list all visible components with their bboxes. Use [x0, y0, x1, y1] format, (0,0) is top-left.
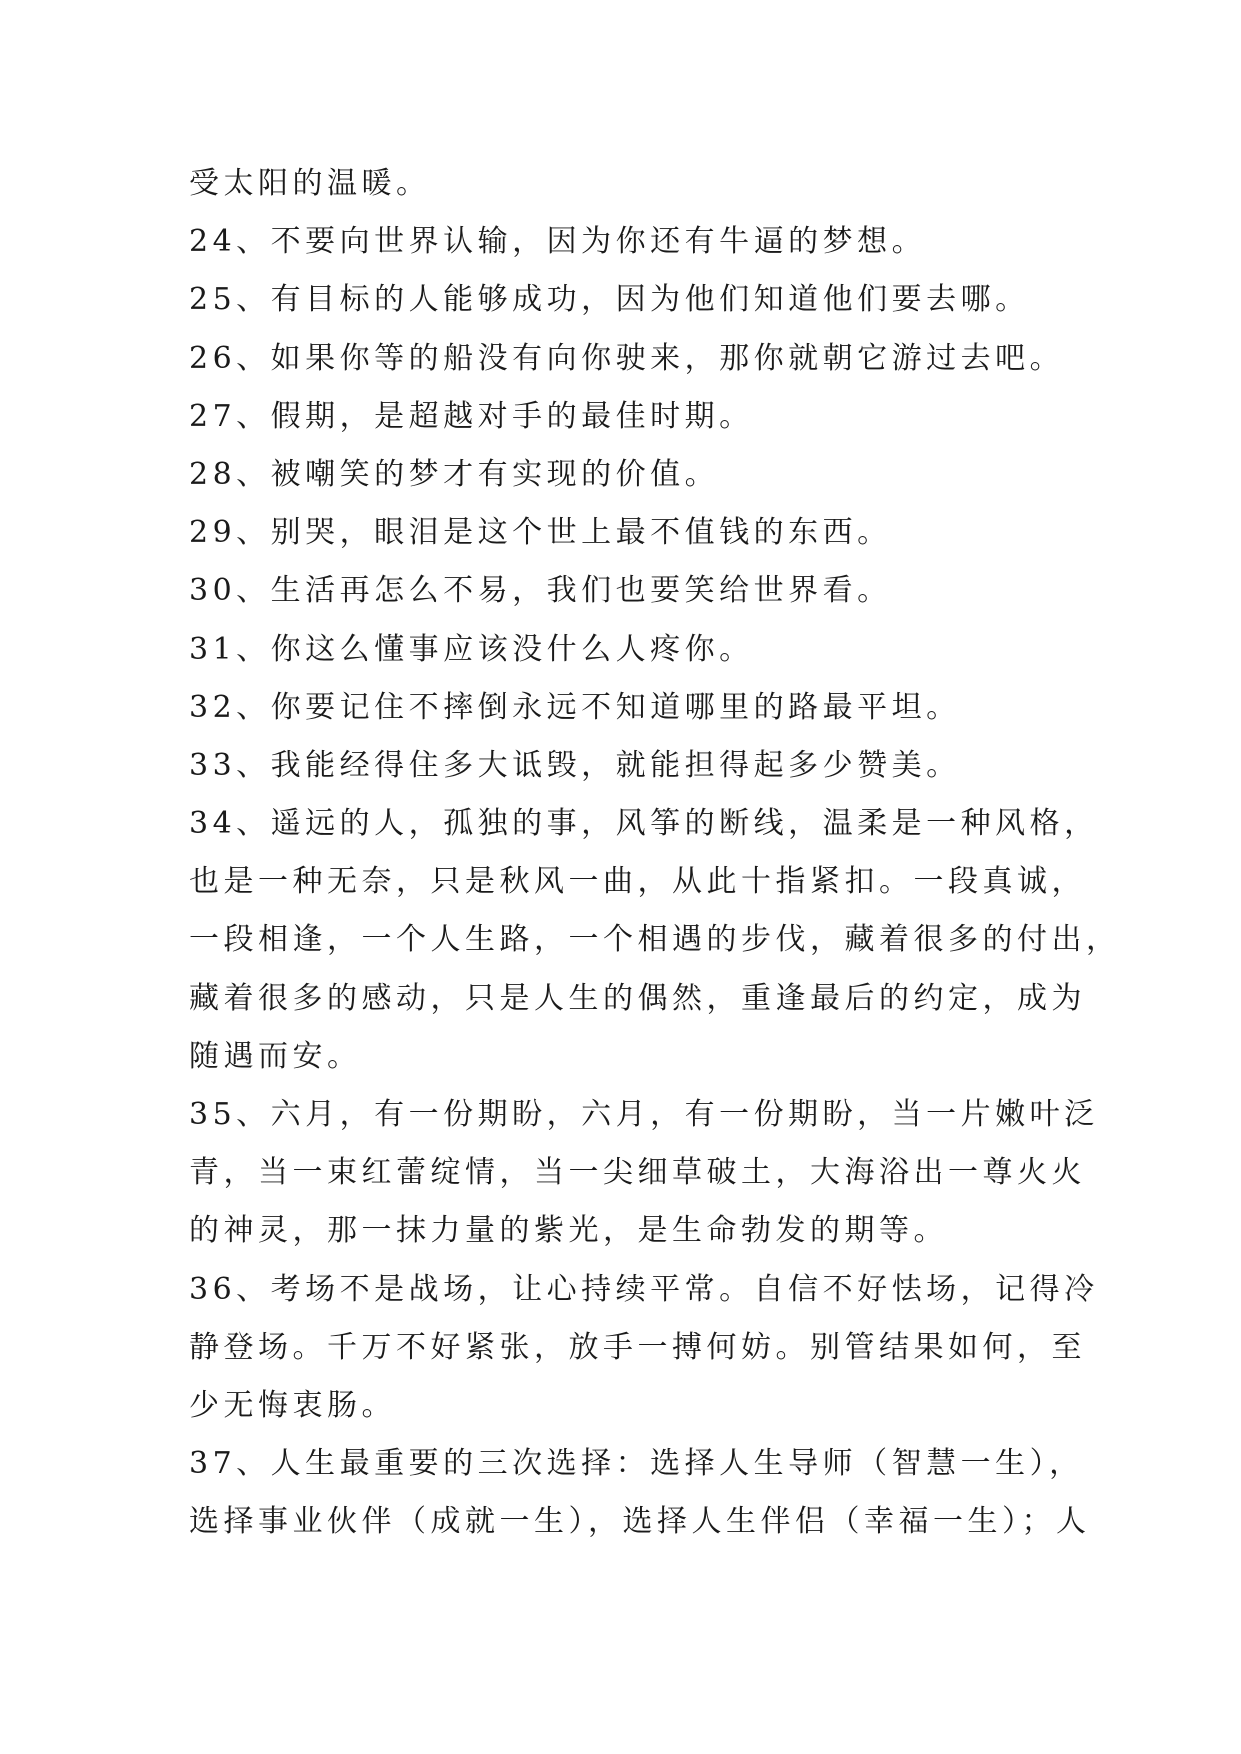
text-line: 26、如果你等的船没有向你驶来，那你就朝它游过去吧。 — [189, 340, 1065, 376]
text-line: 31、你这么懂事应该没什么人疼你。 — [189, 631, 754, 667]
text-line: 少无悔衷肠。 — [189, 1387, 396, 1423]
text-line: 选择事业伙伴（成就一生），选择人生伴侣（幸福一生）；人 — [189, 1504, 1091, 1540]
text-line: 35、六月，有一份期盼，六月，有一份期盼，当一片嫩叶泛 — [189, 1097, 1099, 1132]
document-body — [189, 155, 1121, 1552]
text-line: 29、别哭，眼泪是这个世上最不值钱的东西。 — [189, 515, 892, 551]
text-line: 藏着很多的感动，只是人生的偶然，重逢最后的约定，成为 — [189, 980, 1086, 1016]
text-line: 也是一种无奈，只是秋风一曲，从此十指紧扣。一段真诚， — [189, 864, 1086, 900]
text-line: 30、生活再怎么不易，我们也要笑给世界看。 — [189, 573, 892, 609]
text-line: 27、假期，是超越对手的最佳时期。 — [189, 398, 754, 434]
text-line: 24、不要向世界认输，因为你还有牛逼的梦想。 — [189, 224, 927, 260]
text-line: 32、你要记住不摔倒永远不知道哪里的路最平坦。 — [189, 689, 961, 725]
text-line: 一段相逢，一个人生路，一个相遇的步伐，藏着很多的付出， — [189, 922, 1121, 958]
text-line: 静登场。千万不好紧张，放手一搏何妨。别管结果如何，至 — [189, 1329, 1086, 1365]
text-line: 青，当一束红蕾绽情，当一尖细草破土，大海浴出一尊火火 — [189, 1155, 1086, 1191]
text-line: 受太阳的温暖。 — [189, 166, 431, 201]
text-line: 34、遥远的人，孤独的事，风筝的断线，温柔是一种风格， — [189, 806, 1099, 842]
text-line: 33、我能经得住多大诋毁，就能担得起多少赞美。 — [189, 747, 961, 783]
text-line: 25、有目标的人能够成功，因为他们知道他们要去哪。 — [189, 282, 1030, 318]
text-line: 的神灵，那一抹力量的紫光，是生命勃发的期等。 — [189, 1213, 948, 1249]
text-line: 随遇而安。 — [189, 1038, 362, 1074]
text-line: 28、被嘲笑的梦才有实现的价值。 — [189, 456, 720, 492]
text-line: 36、考场不是战场，让心持续平常。自信不好怯场，记得冷 — [189, 1271, 1099, 1307]
text-line: 37、人生最重要的三次选择：选择人生导师（智慧一生）， — [189, 1446, 1084, 1482]
